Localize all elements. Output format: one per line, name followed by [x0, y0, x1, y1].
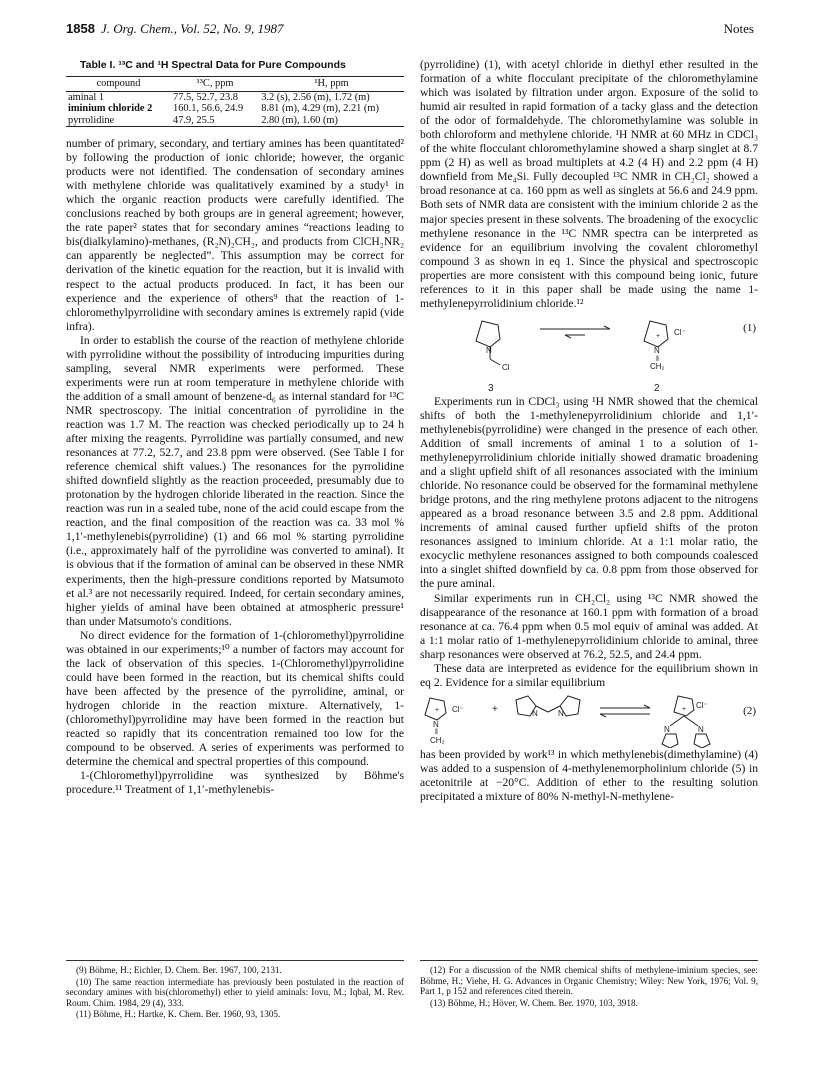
footnote: (9) Böhme, H.; Eichler, D. Chem. Ber. 1967, 100, 2131.	[76, 965, 282, 975]
atom-n: N	[558, 708, 564, 718]
compound-label-2: 2	[654, 382, 660, 394]
counter-anion: Cl⁻	[696, 700, 708, 710]
table-cell: pyrrolidine	[66, 115, 171, 127]
body-paragraph: number of primary, secondary, and tertiary amines has been quantitated² by following the production of ionic chloride; however, the organic products were not identified. The condensation of secondary amines with methylene chloride was qualitatively examined by a study¹ in which the organic reaction products were carefully identified. The conclusions reached by both groups are in general agreement; however, the rate paper² states that for secondary amines “reactions leading to bis(dialkylamino)-methanes, (R₂N)₂CH₂, and products from ClCH₂NR₂ can apparently be neglected”. This assumption may be correct for derivation of the kinetic equation for the reaction, but it is invalid with respect to the actual products produced. In fact, it has been our experience and the experience of others⁹ that the reaction of 1-chloromethylpyrrolidine with secondary amines is extremely rapid (vide infra).	[66, 137, 404, 333]
atom-n: N	[654, 345, 660, 355]
atom-n: N	[486, 345, 492, 355]
table-caption: Table I. ¹³C and ¹H Spectral Data for Pure Compounds	[80, 59, 346, 71]
header-left	[66, 21, 284, 37]
body-paragraph: No direct evidence for the formation of 1-(chloromethyl)pyrrolidine was obtained in our experiments;¹⁰ a number of factors may account for the lack of observation of this species. 1-(Chloromethyl)pyrrolidine could have been formed in the reaction, but its chemical shifts could have been affected by the presence of the pyrrolidine, aminal, or hydrogen chloride in the reaction mixture. Alternatively, 1-(chloromethyl)pyrrolidine may have been formed in the reaction but reacted so rapidly that its concentration remained too low for the compound to be observed. A series of experiments was performed to determine the chemical and spectral properties of this compound.	[66, 628, 404, 769]
body-paragraph: has been provided by work¹³ in which methylenebis(dimethylamine) (4) was added to a suspension of 4-methylenemorpholinium chloride (5) in acetonitrile at −20°C. Addition of ether to the resulting solution precipitated a mixture of 80% N-methyl-N-methylene-	[420, 747, 758, 803]
atom-n: N	[664, 724, 670, 734]
equation-number: (2)	[743, 704, 756, 717]
footnote: (12) For a discussion of the NMR chemical shifts of methylene-iminium species, see: Böhme, H.; Viehe, H. G. Advances in Organic Chemistry; Wiley: New York, 1976; Vol. 9, Part 1, p 152 and references cited therein.	[420, 965, 758, 997]
table-cell: 3.2 (s), 2.56 (m), 1.72 (m)	[261, 91, 370, 103]
table-row	[66, 103, 404, 115]
footnotes-left	[66, 960, 404, 1021]
atom-n: N	[532, 708, 538, 718]
table-cell: 8.81 (m), 4.29 (m), 2.21 (m)	[261, 103, 379, 115]
table-cell: aminal 1	[68, 91, 105, 103]
equation-2-structure	[420, 690, 730, 748]
double-bond: ‖	[656, 355, 659, 363]
charge-plus: +	[682, 705, 687, 713]
running-header	[66, 21, 754, 41]
body-paragraph: 1-(Chloromethyl)pyrrolidine was synthesized by Böhme's procedure.¹¹ Treatment of 1,1′-methylenebis-	[66, 769, 404, 797]
left-column	[66, 58, 404, 797]
col-header-1h: ¹H, ppm	[259, 77, 404, 92]
atom-n: N	[698, 724, 704, 734]
footnotes-right	[420, 960, 758, 1009]
journal-citation: J. Org. Chem., Vol. 52, No. 9, 1987	[100, 21, 284, 36]
table-cell: iminium chloride 2	[68, 103, 153, 115]
plus-sign: +	[492, 703, 498, 715]
atom-n: N	[433, 719, 439, 729]
counter-anion: Cl⁻	[674, 327, 686, 337]
col-header-compound: compound	[66, 77, 171, 92]
table-cell: 77.5, 52.7, 23.8	[173, 91, 238, 103]
section-title: Notes	[723, 21, 754, 36]
right-column	[420, 58, 758, 804]
col-header-13c: ¹³C, ppm	[171, 77, 259, 92]
spectral-data-table	[66, 76, 404, 127]
body-paragraph: These data are interpreted as evidence for the equilibrium shown in eq 2. Evidence for a similar equilibrium	[420, 661, 758, 689]
footnote: (11) Böhme, H.; Hartke, K. Chem. Ber. 1960, 93, 1305.	[76, 1009, 281, 1020]
double-bond: ‖	[435, 728, 438, 736]
charge-plus: +	[435, 706, 440, 714]
ch2-group: CH₂	[650, 361, 665, 371]
body-paragraph: (pyrrolidine) (1), with acetyl chloride in diethyl ether resulted in the formation of a white flocculant precipitate of the chloromethylamine which was isolated by filtration under argon. Exposure of the solid to humid air resulted in rapid formation of a tacky glass and the detection of the odor of formaldehyde. The chloromethylamine was soluble in both chloroform and methylene chloride. ¹H NMR at 60 MHz in CDCl₃ of the white flocculant chloromethylamine showed a sharp singlet at 8.7 ppm (2 H) as well as broad multiplets at 4.2 (4 H) and 2.2 ppm (4 H) downfield from Me₄Si. Fully decoupled ¹³C NMR in CH₂Cl₂ showed a broad resonance at ca. 160 ppm as well as singlets at 56.6 and 24.9 ppm. Both sets of NMR data are consistent with the iminium chloride 2 as the major species present in these solvents. The broadening of the exocyclic methylene resonance in the ¹³C NMR spectra can be interpreted as evidence for an equilibrium involving the covalent chloromethyl compound 3 as shown in eq 1. Since the physical and spectroscopic properties are more consistent with this compound being ionic, future references to it in this paper shall be made using the name 1-methylenepyrrolidinium chloride.¹²	[420, 58, 758, 310]
compound-label-3: 3	[488, 382, 494, 394]
page-number: 1858	[66, 21, 95, 36]
table-cell: 47.9, 25.5	[171, 115, 259, 127]
footnote: (10) The same reaction intermediate has previously been postulated in the reaction of secondary amines with bis(chloromethyl) ether to yield aminals: Iovu, M.; Iqbal, M. Rev. Roum. Chim. 1984, 29 (4), 333.	[66, 976, 404, 1008]
counter-anion: Cl⁻	[452, 704, 464, 714]
table-row	[66, 91, 404, 103]
ch2-group: CH₂	[430, 735, 445, 745]
body-paragraph: Experiments run in CDCl₃ using ¹H NMR showed that the chemical shifts of both the 1-methylenepyrrolidinium chloride and 1,1′-methylenebis(pyrrolidine) were changed in the presence of each other. Addition of small increments of aminal 1 to a solution of 1-methylenepyrrolidinium chloride initially showed dramatic broadening and a slight upfield shift of all resonances associated with the iminium chloride. No resonance could be observed for the formaminal methylene bridge protons, and the ring methylene protons adjacent to the nitrogens appeared as a broad resonance between 3.5 and 2.8 ppm. Additional increments of aminal caused further upfield shifts of the proton resonances assigned to iminium chloride. At a 1:1 molar ratio, the exocyclic methylene resonances assigned to both compounds coalesced into a singlet shifted downfield by ca. 0.8 ppm from those observed for the pure aminal.	[420, 394, 758, 591]
table-row	[66, 115, 404, 127]
equation-number: (1)	[743, 321, 756, 334]
atom-cl: Cl	[502, 362, 510, 372]
charge-plus: +	[656, 332, 661, 340]
body-paragraph: Similar experiments run in CH₂Cl₂ using ¹³C NMR showed the disappearance of the resonance at 160.1 ppm with formation of a broad resonance at ca. 76.4 ppm when 0.5 mol equiv of aminal was added. At a 1:1 molar ratio of 1-methylenepyrrolidinium chloride to aminal, three sharp resonances were observed at 76.2, 52.5, and 24.4 ppm.	[420, 591, 758, 661]
table-cell: 160.1, 56.6, 24.9	[173, 103, 244, 115]
footnote-rule	[66, 960, 404, 961]
footnote: (13) Böhme, H.; Höver, W. Chem. Ber. 1970, 103, 3918.	[430, 997, 638, 1008]
equation-1	[420, 311, 758, 395]
table-cell: 2.80 (m), 1.60 (m)	[259, 115, 404, 127]
body-paragraph: In order to establish the course of the reaction of methylene chloride with pyrrolidine without the possibility of introducing impurities during sampling, several NMR experiments were performed. These experiments were run at room temperature in methylene chloride with the addition of a small amount of benzene-d₆ as internal standard for ¹³C NMR spectroscopy. The initial concentration of pyrrolidine in the reaction was 1.7 M. The reaction was checked periodically up to 24 h after mixing the reagents. Pyrrolidine was partially consumed, and new resonances at 77.2, 52.7, and 23.8 ppm were observed. (See Table I for reference chemical shift values.) The resonances for the pyrrolidine shifted downfield slightly as the reaction proceeded, presumably due to protonation by the hydrogen chloride liberated in the reaction. Since the reaction was run in a sealed tube, none of the acid could escape from the reaction, and the final composition of the reaction was ca. 33 mol % 1,1′-methylenebis(pyrrolidine) (1) and 66 mol % starting pyrrolidine (i.e., approximately half of the pyrrolidine was converted to aminal). It is obvious that if the formation of aminal can be observed in these NMR experiments, then the high-pressure conditions reported by Matsumoto et al.³ are not necessarily required. Indeed, for certain secondary amines, higher yields of aminal have been obtained at atmospheric pressure¹ than under Matsumoto's conditions.	[66, 333, 404, 628]
footnote-rule	[420, 960, 758, 961]
equation-1-structure	[420, 311, 720, 395]
table-header-row	[66, 77, 404, 92]
equation-2	[420, 690, 758, 748]
